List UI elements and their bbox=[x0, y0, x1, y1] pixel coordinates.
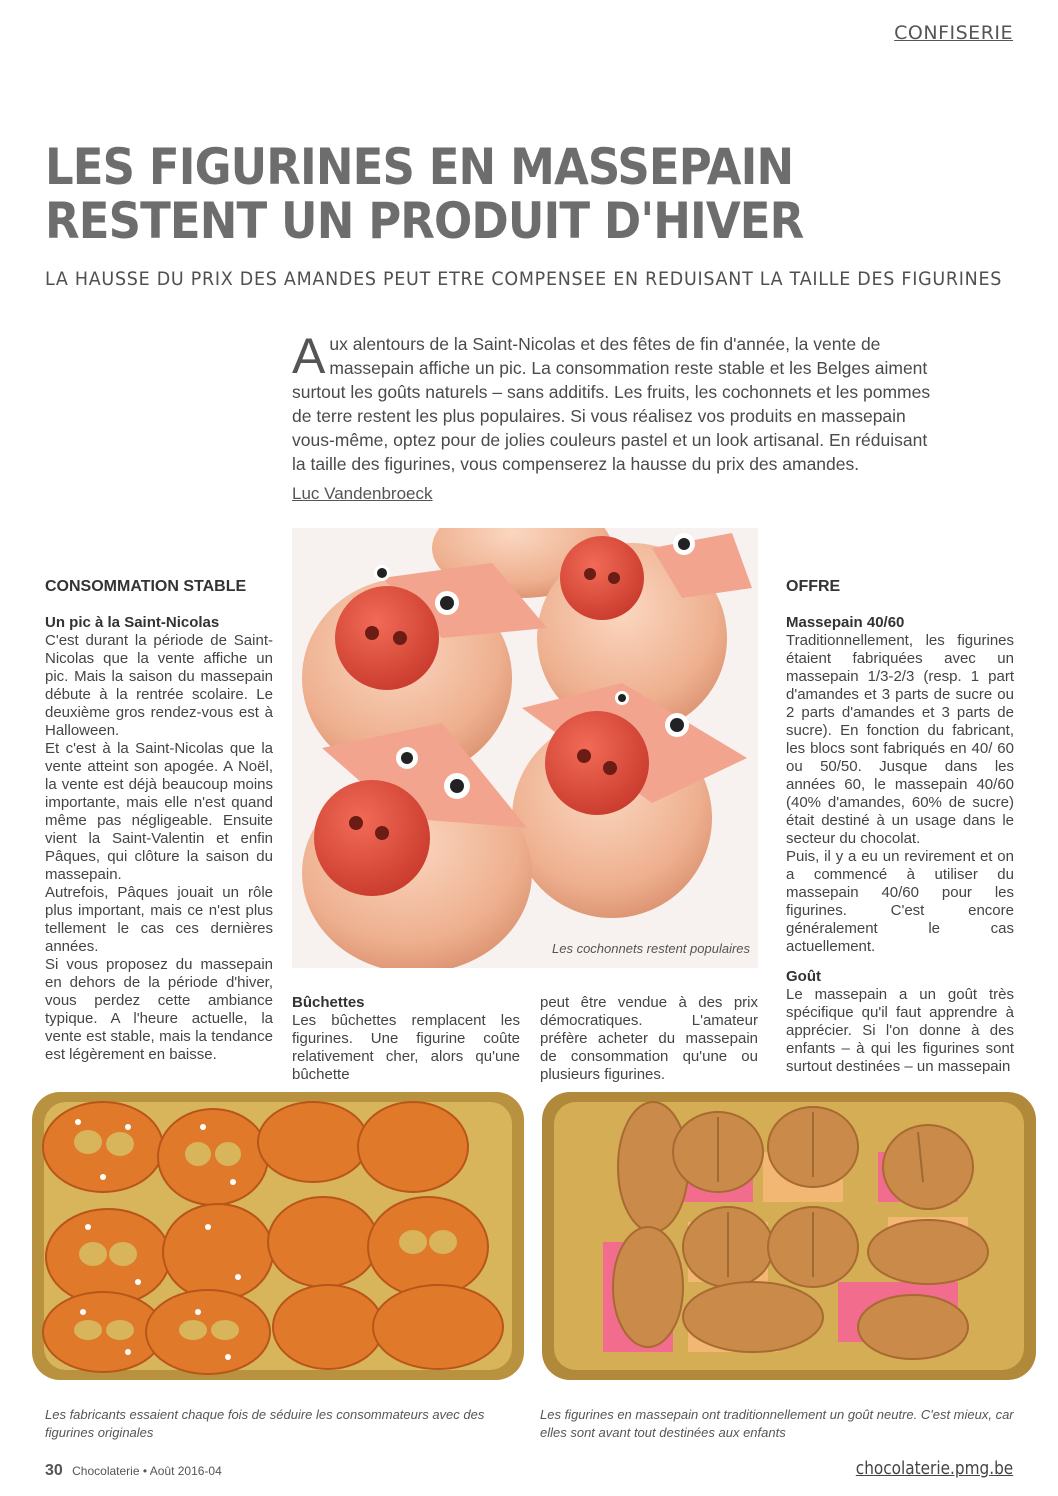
paragraph: Si vous proposez du massepain en dehors de la période d'hiver, vous perdez cette ambiance typique. A l'heure actuelle, la vente est stable, mais la tendance est légèrement en baisse. bbox=[45, 956, 273, 1063]
paragraph: Puis, il y a eu un revirement et on a commencé à utiliser du massepain 40/60 pour les figurines. C'est encore généralement le cas actuellement. bbox=[786, 848, 1014, 955]
column-buchettes bbox=[292, 994, 520, 1084]
intro-paragraph bbox=[292, 328, 932, 476]
subheading-massepain: Massepain 40/60 bbox=[786, 614, 905, 631]
column-buchettes-cont bbox=[540, 994, 758, 1084]
subheading-pic: Un pic à la Saint-Nicolas bbox=[45, 614, 220, 631]
author-byline: Luc Vandenbroeck bbox=[292, 484, 433, 503]
publication-info: Chocolaterie • Août 2016-04 bbox=[72, 1464, 222, 1478]
article-title bbox=[45, 140, 909, 248]
page-number: 30 bbox=[45, 1462, 63, 1479]
intro-text: ux alentours de la Saint-Nicolas et des fêtes de fin d'année, la vente de massepain affiche un pic. La consommation reste stable et les Belges aiment surtout les goûts naturels – sans additifs. Les fruits, les cochonnets et les pommes de terre restent les plus populaires. Si vous réalisez vos produits en massepain vous-même, optez pour de jolies couleurs pastel et un look artisanal. En réduisant la taille des figurines, vous compenserez la hausse du prix des amandes. bbox=[292, 334, 931, 474]
column-consommation bbox=[45, 578, 273, 1064]
subheading-gout: Goût bbox=[786, 968, 821, 985]
caption-pigs: Les cochonnets restent populaires bbox=[552, 941, 751, 956]
article-subtitle: LA HAUSSE DU PRIX DES AMANDES PEUT ETRE COMPENSEE EN REDUISANT LA TAILLE DES FIGURINES bbox=[45, 268, 1003, 290]
pigs-illustration bbox=[292, 528, 758, 968]
photo-pretzel-tray bbox=[28, 1082, 528, 1384]
paragraph: Et c'est à la Saint-Nicolas que la vente atteint son apogée. A Noël, la vente est déjà beaucoup moins importante, mais elle n'est quand même pas négligeable. Ensuite vient la Saint-Valentin et enfin Pâques, qui clôture la saison du massepain. bbox=[45, 740, 273, 883]
section-heading-consommation: CONSOMMATION STABLE bbox=[45, 578, 247, 595]
column-offre bbox=[786, 578, 1014, 1076]
drop-cap: A bbox=[292, 328, 326, 384]
pretzel-tray-illustration bbox=[28, 1082, 528, 1384]
sandwich-tray-illustration bbox=[538, 1082, 1040, 1384]
paragraph: Le massepain a un goût très spécifique qu'il faut apprendre à apprécier. Si l'on donne à des enfants – à qui les figurines sont surtout destinées – un massepain bbox=[786, 986, 1014, 1075]
section-tag: CONFISERIE bbox=[894, 22, 1013, 44]
website-link[interactable]: chocolaterie.pmg.be bbox=[855, 1458, 1013, 1479]
photo-marzipan-pigs bbox=[292, 528, 758, 968]
subheading-buchettes: Bûchettes bbox=[292, 994, 365, 1011]
caption-sandwiches: Les figurines en massepain ont traditionnellement un goût neutre. C'est mieux, car elles sont avant tout destinées aux enfants bbox=[540, 1407, 1014, 1440]
section-heading-offre: OFFRE bbox=[786, 578, 841, 595]
paragraph: peut être vendue à des prix démocratiques. L'amateur préfère acheter du massepain de consommation qu'une ou plusieurs figurines. bbox=[540, 994, 758, 1083]
title-line-1: LES FIGURINES EN MASSEPAIN bbox=[45, 138, 794, 196]
paragraph: Les bûchettes remplacent les figurines. Une figurine coûte relativement cher, alors qu'une bûchette bbox=[292, 1012, 520, 1083]
paragraph: Autrefois, Pâques jouait un rôle plus important, mais ce n'est plus tellement le cas ces dernières années. bbox=[45, 884, 273, 955]
title-line-2: RESTENT UN PRODUIT D'HIVER bbox=[45, 192, 804, 250]
photo-sandwich-tray bbox=[538, 1082, 1040, 1384]
footer-info bbox=[45, 1462, 222, 1480]
paragraph: Traditionnellement, les figurines étaient fabriquées avec un massepain 1/3-2/3 (resp. 1 part d'amandes et 3 parts de sucre ou 2 parts d'amandes et 3 parts de sucre). En fonction du fabricant, les blocs sont fabriqués en 40/ 60 ou 50/50. Jusque dans les années 60, le massepain 40/60 (40% d'amandes, 60% de sucre) était destiné à un usage dans le secteur du chocolat. bbox=[786, 632, 1014, 847]
caption-pretzels: Les fabricants essaient chaque fois de séduire les consommateurs avec des figurines originales bbox=[45, 1407, 485, 1440]
paragraph: C'est durant la période de Saint-Nicolas que la vente affiche un pic. Mais la saison du massepain débute à la rentrée scolaire. Le deuxième gros rendez-vous est à Halloween. bbox=[45, 632, 273, 739]
